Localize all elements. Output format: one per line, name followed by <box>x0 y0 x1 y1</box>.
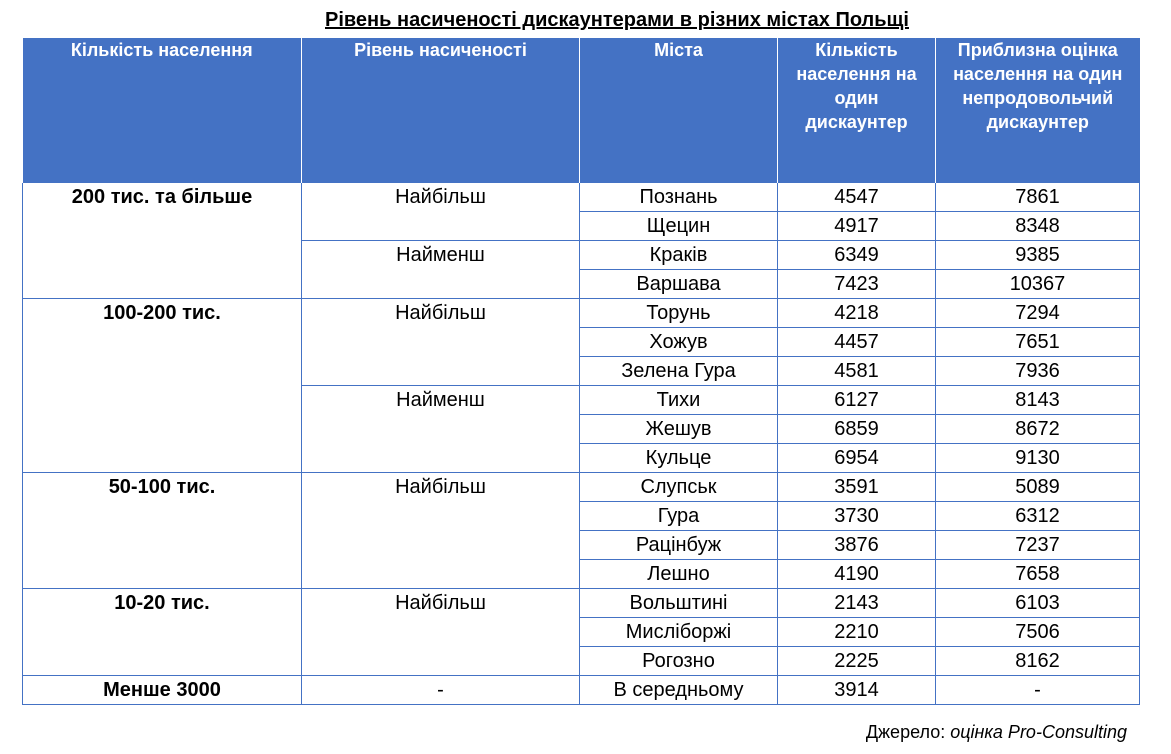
city-cell: Кульце <box>580 444 778 473</box>
population-per-discounter-cell: 4581 <box>778 357 936 386</box>
saturation-level-cell: Найменш <box>302 386 580 473</box>
population-per-nonfood-cell: 8348 <box>936 212 1140 241</box>
population-per-nonfood-cell: 5089 <box>936 473 1140 502</box>
city-cell: Гура <box>580 502 778 531</box>
source-text: оцінка Pro-Consulting <box>950 722 1127 742</box>
population-per-discounter-cell: 3591 <box>778 473 936 502</box>
city-cell: Хожув <box>580 328 778 357</box>
city-cell: Щецин <box>580 212 778 241</box>
population-per-discounter-cell: 6859 <box>778 415 936 444</box>
city-cell: Лешно <box>580 560 778 589</box>
city-cell: Зелена Гура <box>580 357 778 386</box>
population-per-nonfood-cell: 9385 <box>936 241 1140 270</box>
population-per-discounter-cell: 4457 <box>778 328 936 357</box>
population-per-discounter-cell: 6954 <box>778 444 936 473</box>
table-row <box>23 183 1140 212</box>
city-cell: Рацінбуж <box>580 531 778 560</box>
population-per-discounter-cell: 7423 <box>778 270 936 299</box>
population-per-discounter-cell: 2143 <box>778 589 936 618</box>
population-per-nonfood-cell: 7651 <box>936 328 1140 357</box>
population-per-discounter-cell: 4917 <box>778 212 936 241</box>
saturation-level-cell: Найбільш <box>302 473 580 589</box>
population-group-cell: 200 тис. та більше <box>23 183 302 299</box>
population-per-discounter-cell: 4190 <box>778 560 936 589</box>
source-note <box>866 722 1127 743</box>
city-cell: Познань <box>580 183 778 212</box>
population-per-nonfood-cell: 6103 <box>936 589 1140 618</box>
saturation-level-cell: Найбільш <box>302 183 580 241</box>
population-group-cell: 10-20 тис. <box>23 589 302 676</box>
population-per-nonfood-cell: - <box>936 676 1140 705</box>
header-cities: Міста <box>580 38 778 183</box>
city-cell: Торунь <box>580 299 778 328</box>
header-saturation-level: Рівень насиченості <box>302 38 580 183</box>
city-cell: В середньому <box>580 676 778 705</box>
header-population-per-nonfood-discounter: Приблизна оцінка населення на один непродовольчий дискаунтер <box>936 38 1140 183</box>
population-group-cell: 50-100 тис. <box>23 473 302 589</box>
population-per-discounter-cell: 4218 <box>778 299 936 328</box>
population-per-nonfood-cell: 7506 <box>936 618 1140 647</box>
population-per-nonfood-cell: 7861 <box>936 183 1140 212</box>
population-per-discounter-cell: 2225 <box>778 647 936 676</box>
population-per-discounter-cell: 2210 <box>778 618 936 647</box>
population-per-nonfood-cell: 8672 <box>936 415 1140 444</box>
population-per-nonfood-cell: 6312 <box>936 502 1140 531</box>
header-row <box>23 38 1140 183</box>
city-cell: Краків <box>580 241 778 270</box>
city-cell: Мисліборжі <box>580 618 778 647</box>
table-row <box>23 589 1140 618</box>
city-cell: Слупськ <box>580 473 778 502</box>
data-table <box>22 38 1140 705</box>
population-group-cell: 100-200 тис. <box>23 299 302 473</box>
table-body <box>23 183 1140 705</box>
population-per-nonfood-cell: 8143 <box>936 386 1140 415</box>
population-per-discounter-cell: 4547 <box>778 183 936 212</box>
population-per-nonfood-cell: 8162 <box>936 647 1140 676</box>
city-cell: Рогозно <box>580 647 778 676</box>
population-per-nonfood-cell: 7294 <box>936 299 1140 328</box>
population-per-discounter-cell: 6127 <box>778 386 936 415</box>
saturation-level-cell: Найбільш <box>302 589 580 676</box>
city-cell: Жешув <box>580 415 778 444</box>
population-per-nonfood-cell: 7237 <box>936 531 1140 560</box>
population-per-nonfood-cell: 7658 <box>936 560 1140 589</box>
table-title: Рівень насиченості дискаунтерами в різних містах Польщі <box>325 9 909 31</box>
population-group-cell: Менше 3000 <box>23 676 302 705</box>
population-per-discounter-cell: 3876 <box>778 531 936 560</box>
table-row <box>23 676 1140 705</box>
population-per-discounter-cell: 3914 <box>778 676 936 705</box>
table-row <box>23 299 1140 328</box>
city-cell: Варшава <box>580 270 778 299</box>
population-per-nonfood-cell: 9130 <box>936 444 1140 473</box>
city-cell: Вольштині <box>580 589 778 618</box>
saturation-level-cell: Найбільш <box>302 299 580 386</box>
saturation-level-cell: Найменш <box>302 241 580 299</box>
source-prefix: Джерело: <box>865 722 951 742</box>
header-population: Кількість населення <box>23 38 302 183</box>
table-row <box>23 473 1140 502</box>
saturation-level-cell: - <box>302 676 580 705</box>
population-per-nonfood-cell: 10367 <box>936 270 1140 299</box>
city-cell: Тихи <box>580 386 778 415</box>
population-per-discounter-cell: 6349 <box>778 241 936 270</box>
population-per-nonfood-cell: 7936 <box>936 357 1140 386</box>
population-per-discounter-cell: 3730 <box>778 502 936 531</box>
header-population-per-discounter: Кількість населення на один дискаунтер <box>778 38 936 183</box>
